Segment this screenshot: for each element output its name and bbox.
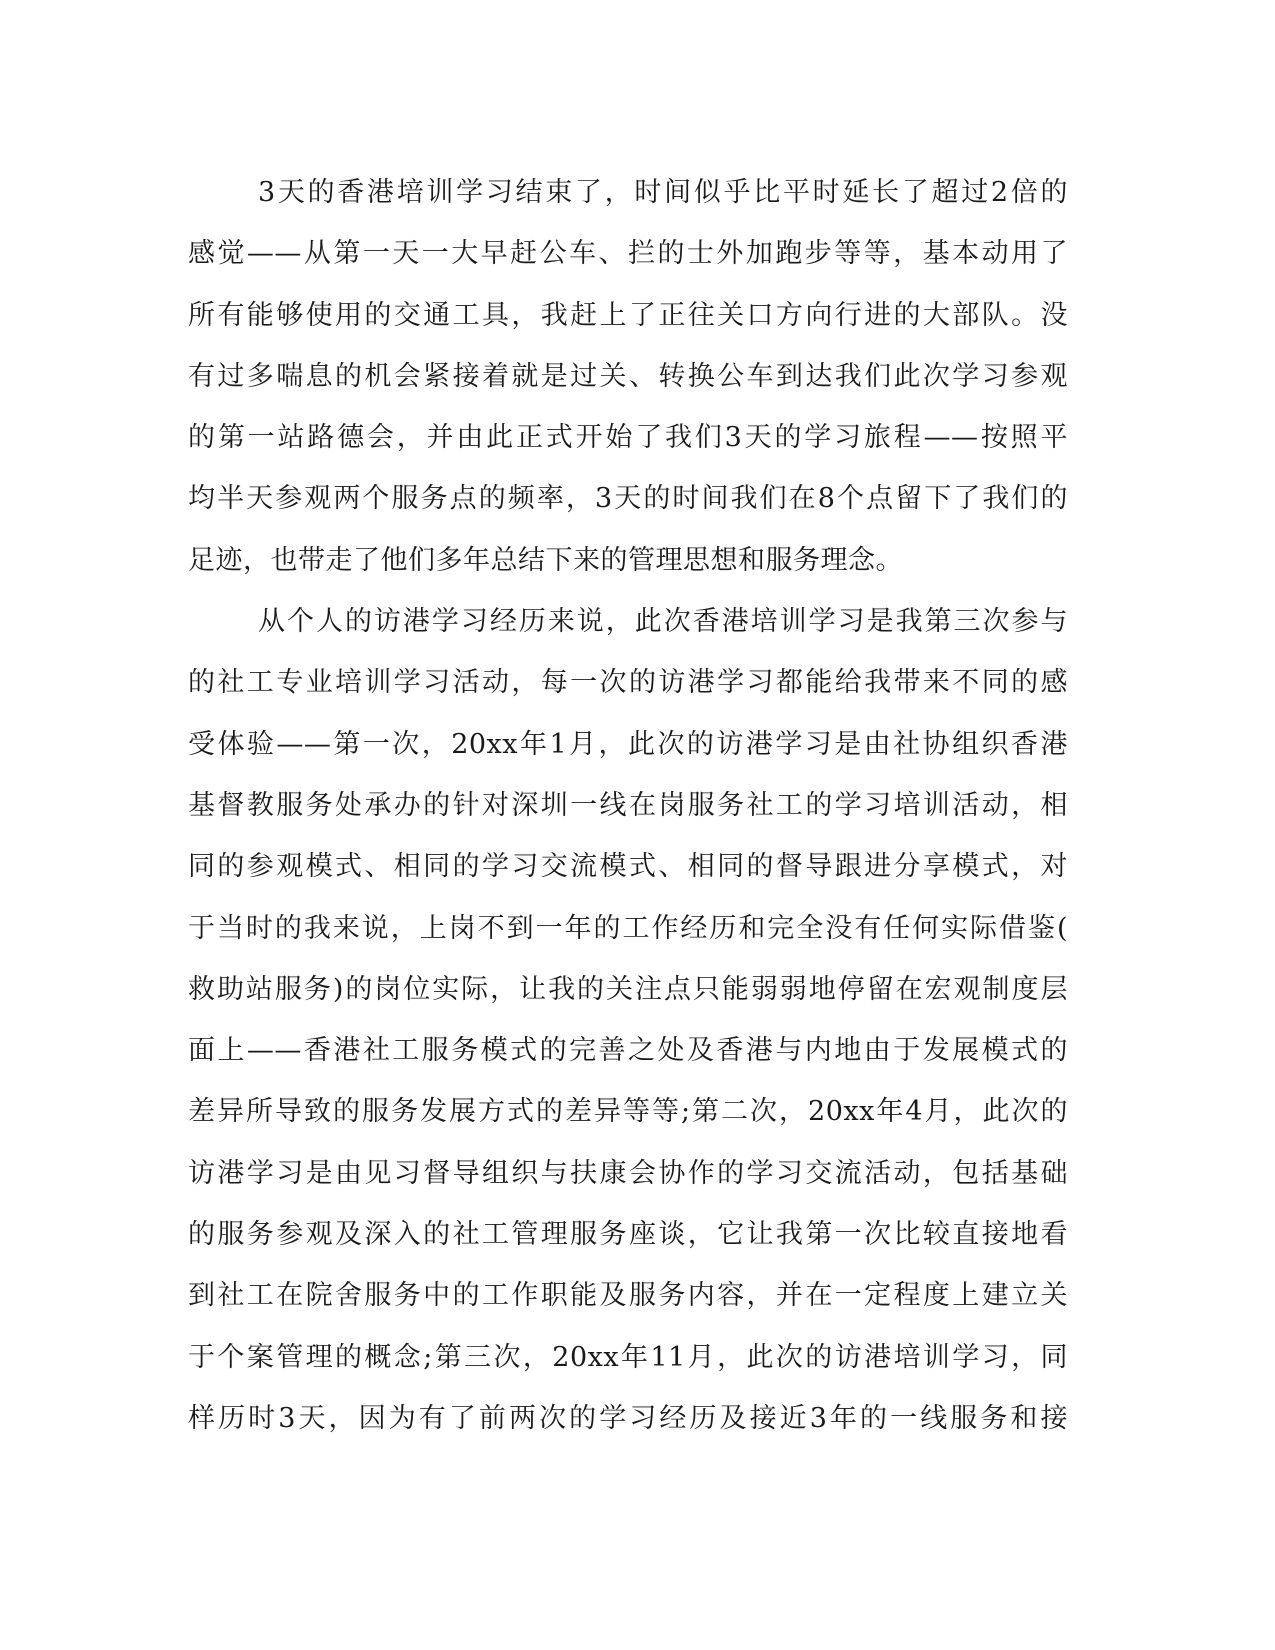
paragraph-2-line-1: 从个人的访港学习经历来说，此次香港培训学习是我第三次参与 — [258, 606, 1068, 638]
paragraph-2-line-4: 基督教服务处承办的针对深圳一线在岗服务社工的学习培训活动，相 — [188, 789, 1068, 821]
paragraph-2-line-12: 到社工在院舍服务中的工作职能及服务内容，并在一定程度上建立关 — [188, 1280, 1068, 1312]
paragraph-2-line-7: 救助站服务)的岗位实际，让我的关注点只能弱弱地停留在宏观制度层 — [188, 973, 1068, 1005]
paragraph-2-line-10: 访港学习是由见习督导组织与扶康会协作的学习交流活动，包括基础 — [188, 1157, 1068, 1189]
paragraph-2-line-5: 同的参观模式、相同的学习交流模式、相同的督导跟进分享模式，对 — [188, 851, 1068, 883]
paragraph-1-line-5: 的第一站路德会，并由此正式开始了我们3天的学习旅程——按照平 — [188, 422, 1068, 454]
paragraph-1-line-6: 均半天参观两个服务点的频率，3天的时间我们在8个点留下了我们的 — [188, 483, 1068, 515]
paragraph-2-line-8: 面上——香港社工服务模式的完善之处及香港与内地由于发展模式的 — [188, 1035, 1068, 1067]
paragraph-1-line-2: 感觉——从第一天一大早赶公车、拦的士外加跑步等等，基本动用了 — [188, 238, 1068, 270]
paragraph-2-line-9: 差异所导致的服务发展方式的差异等等;第二次，20xx年4月，此次的 — [188, 1096, 1068, 1128]
paragraph-1-line-4: 有过多喘息的机会紧接着就是过关、转换公车到达我们此次学习参观 — [188, 360, 1068, 392]
paragraph-2-line-2: 的社工专业培训学习活动，每一次的访港学习都能给我带来不同的感 — [188, 667, 1068, 699]
paragraph-2-line-3: 受体验——第一次，20xx年1月，此次的访港学习是由社协组织香港 — [188, 728, 1068, 760]
paragraph-2-line-14: 样历时3天，因为有了前两次的学习经历及接近3年的一线服务和接 — [188, 1402, 1068, 1434]
paragraph-2-line-11: 的服务参观及深入的社工管理服务座谈，它让我第一次比较直接地看 — [188, 1219, 1068, 1251]
paragraph-1-line-3: 所有能够使用的交通工具，我赶上了正往关口方向行进的大部队。没 — [188, 299, 1068, 331]
body-text — [188, 162, 1068, 1449]
paragraph-2-line-13: 于个案管理的概念;第三次，20xx年11月，此次的访港培训学习，同 — [188, 1341, 1068, 1373]
paragraph-1-line-1: 3天的香港培训学习结束了，时间似乎比平时延长了超过2倍的 — [258, 177, 1068, 208]
paragraph-1-line-7: 足迹，也带走了他们多年总结下来的管理思想和服务理念。 — [188, 544, 903, 576]
paragraph-2-line-6: 于当时的我来说，上岗不到一年的工作经历和完全没有任何实际借鉴( — [188, 912, 1068, 944]
